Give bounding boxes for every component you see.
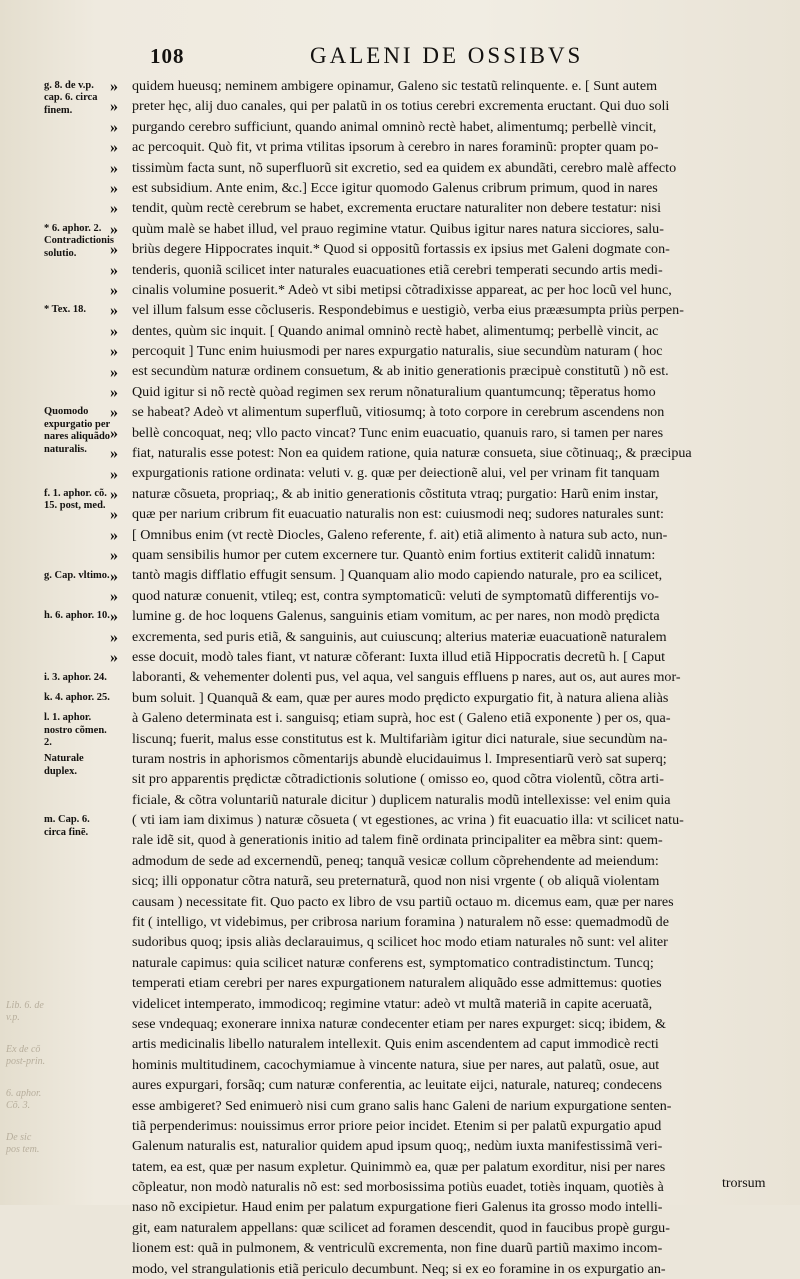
body-line: sicq; illi opponatur cõtra naturã, seu preternaturã, quod non nisi vrgente ( ob aliquã violentam: [132, 873, 660, 890]
quotation-mark: »: [110, 302, 118, 320]
margin-note: l. 1. aphor. nostro cõmen. 2.: [44, 712, 107, 749]
quotation-mark: »: [110, 608, 118, 626]
body-line: naturæ cõsueta, propriaq;, & ab initio generationis cõstituta vtraq; purgatio: Harũ enim instar,: [132, 485, 659, 502]
quotation-mark: »: [110, 78, 118, 95]
margin-note: Quomodo expurgatio per nares aliquãdo naturalis.: [44, 406, 111, 455]
body-line: temperati etiam cerebri per nares expurgationem naturalem aliquãdo esse admittemus: quoties: [132, 975, 662, 992]
quotation-mark: »: [110, 588, 118, 605]
quotation-mark: »: [110, 363, 118, 381]
body-line: percoquit ] Tunc enim huiusmodi per nares expurgatio naturalis, siue secundùm naturam ( hoc: [132, 343, 663, 360]
quotation-mark: »: [110, 322, 118, 340]
body-line: ( vti iam iam diximus ) naturæ cõsueta ( vt egestiones, ac vrina ) fit euacuatio illa: vt scilicet natu-: [132, 812, 684, 829]
margin-note: g. Cap. vltimo.: [44, 569, 110, 581]
body-line: excrementa, sed puris etiã, & sanguinis, aut cuiuscunq; alterius materiæ euacuationẽ naturalem: [132, 628, 667, 645]
quotation-mark: »: [110, 649, 118, 667]
body-line: à Galeno determinata est i. sanguisq; etiam suprà, hoc est ( Galeno etiã exponente ) per os, qua-: [132, 710, 671, 727]
body-line: tissimùm facta sunt, nõ superfluorũ sit excretio, sed ea quidem ex abundãti, cerebro malè affecto: [132, 159, 677, 176]
running-title: GALENI DE OSSIBVS: [310, 43, 584, 68]
quotation-mark: »: [110, 118, 118, 136]
margin-note: i. 3. aphor. 24.: [44, 671, 107, 683]
body-line: fit ( intelligo, vt videbimus, per cribrosa narium foramina ) naturalem nõ esse: quemadmodũ de: [132, 914, 669, 931]
body-line: admodum de sede ad excernendũ, peneq; tanquã vesicæ collum cõprehendente ad meiendum:: [132, 852, 659, 869]
page-number: 108: [150, 44, 185, 68]
margin-note: * 6. aphor. 2. Contradictionis solutio.: [44, 222, 115, 259]
body-line: naturale capimus: quia scilicet naturæ conferens est, symptomatico contradistinctum. Tuncq;: [132, 954, 654, 971]
body-line: cinalis volumine posuerit.* Adeò vt sibi metipsi cõtradixisse appareat, ac per hoc locũ vel hunc,: [132, 281, 672, 298]
body-line: quod naturæ conuenit, vtileq; est, contra symptomaticũ: veluti de symptomatũ differentijs vo-: [132, 587, 659, 604]
quotation-mark: »: [110, 465, 118, 483]
body-line: dentes, quùm sic inquit. [ Quando animal omninò rectè habet, alimentumq; perbellè vincit, ac: [132, 322, 659, 339]
bleed-through-text: De sic pos tem.: [6, 1132, 40, 1155]
quotation-mark: »: [110, 261, 118, 279]
quotation-mark: »: [110, 445, 118, 463]
body-line: ficiale, & cõtra voluntariũ naturale dicitur ) duplicem naturalis modũ intellexisse: vel enim quia: [132, 791, 671, 808]
bleed-through-text: Ex de cō post-prin.: [6, 1044, 46, 1067]
quotation-mark: »: [110, 343, 118, 361]
body-line: se habeat? Adeò vt alimentum superfluũ, vitiosumq; à toto corpore in cerebrum ascendens non: [132, 404, 665, 421]
margin-notes-column: [44, 78, 115, 1188]
body-line: lumine g. de hoc loquens Galenus, sanguinis etiam vomitum, ac per nares, non modò prędicta: [132, 608, 660, 625]
quotation-marks-column: [110, 78, 130, 1188]
body-line: esse ambigeret? Sed enimuerò nisi cum grano salis hanc Galeni de narium expurgatione senten-: [132, 1097, 672, 1114]
margin-note: m. Cap. 6. circa finē.: [44, 814, 90, 838]
body-line: tiã perpenderimus: nouissimus error priore peior incidet. Etenim si per palatũ expurgatio apud: [132, 1117, 662, 1134]
body-line: [ Omnibus enim (vt rectè Diocles, Galeno referente, f. ait) etiã alimento à natura sub acto, nun-: [132, 526, 668, 543]
margin-note: k. 4. aphor. 25.: [44, 692, 110, 703]
quotation-mark: »: [110, 526, 118, 544]
quotation-mark: »: [110, 220, 118, 238]
body-line: aures expurgari, forsãq; cum naturæ conferentia, ac leuitate eijci, naturale, natureq; condecens: [132, 1077, 662, 1094]
quotation-mark: »: [110, 567, 118, 585]
body-line: preter hęc, alij duo canales, qui per palatũ in os totius cerebri excrementa eructant. Qui duo soli: [132, 98, 670, 115]
body-line: tenderis, quoniã scilicet inter naturales euacuationes etiã cerebri temperati secundo artis medi-: [132, 261, 663, 278]
body-line: est subsidium. Ante enim, &c.] Ecce igitur quomodo Galenus cribrum primum, quod in nares: [132, 179, 658, 196]
body-text: [132, 76, 764, 1277]
body-line: quidem hueusq; neminem ambigere opinamur, Galeno sic testatũ relinquente. e. [ Sunt autem: [132, 78, 658, 94]
body-line: modo, vel strangulationis etiã periculo decumbunt. Neq; si ex eo foramine in os expurgatio an-: [132, 1260, 666, 1277]
body-line: vel illum falsum esse cõcluseris. Respondebimus e uestigiò, verba eius prææsumpta priùs perpen-: [132, 302, 684, 319]
body-line: tendit, quùm rectè cerebrum se habet, excrementa eructare naturaliter non debere testatur: nisi: [132, 200, 662, 217]
quotation-mark: »: [110, 282, 118, 299]
quotation-mark: »: [110, 98, 118, 116]
quotation-mark: »: [110, 404, 118, 422]
body-line: bellè concoquat, neq; vllo pacto vincat? Tunc enim euacuatio, quanuis raro, si tamen per nares: [132, 424, 664, 441]
body-line: quùm malè se habet illud, vel prauo regimine vtatur. Quibus igitur nares natura sicciores, salu-: [132, 220, 664, 237]
body-line: tatem, ea est, quæ per nasum expletur. Quinimmò ea, quæ per palatum exorditur, nisi per nares: [132, 1158, 666, 1175]
body-line: ac percoquit. Quò fit, vt prima vtilitas ipsorum à cerebro in nares foraminũ: propter quam po-: [132, 139, 659, 156]
body-line: rale idẽ sit, quod à generationis initio ad talem finẽ ordinata principaliter ea mẽbra sint: quem-: [132, 832, 663, 849]
quotation-mark: »: [110, 486, 118, 503]
body-line: quæ per narium cribrum fit euacuatio naturalis non est: cuiusmodi neq; sudores naturales sunt:: [132, 506, 664, 523]
body-line: laboranti, & vehementer dolenti pus, vel aqua, vel sanguis effluens p nares, aut os, aut aures mor-: [132, 669, 681, 686]
margin-note: f. 1. aphor. cõ. 15. post, med.: [44, 488, 107, 512]
quotation-mark: »: [110, 547, 118, 565]
body-line: sese vndequaq; exonerare innixa naturæ condecenter etiam per nares expurget: sicq; ibidem, &: [132, 1015, 666, 1032]
body-line: fiat, naturalis esse potest: Non ea quidem ratione, quia naturæ consueta, siue cõtinuaq;, & præcipua: [132, 445, 692, 462]
body-line: bum soluit. ] Quanquã & eam, quæ per aures modo prędicto expurgatio fit, à natura aliena aliàs: [132, 689, 669, 706]
body-line: Quid igitur si nõ rectè quòad regimen sex rerum nõnaturalium quantumcunq; tẽperatus homo: [132, 383, 656, 400]
body-line: est secundùm naturæ ordinem consuetum, & ab initio generationis præcipuè constitutũ ) nõ est.: [132, 363, 669, 380]
bleed-through-text: 6. aphor. Cõ. 3.: [6, 1088, 42, 1111]
body-line: esse docuit, modò tales fiant, vt naturæ cõferant: Iuxta illud etiã Hippocratis decretũ h. [ Caput: [132, 648, 666, 665]
margin-note: h. 6. aphor. 10.: [44, 610, 110, 622]
body-line: sit pro apparentis prędictæ cõtradictionis solutione ( omisso eo, quod cõtra violentũ, cõtra arti-: [132, 771, 664, 788]
body-line: Galenum naturalis est, naturalior quidem apud ipsum quoq;, nedùm iuxta manifestissimã veri-: [132, 1138, 663, 1155]
quotation-mark: »: [110, 506, 118, 524]
body-line: artis medicinalis libello naturalem intellexit. Quis enim ascendentem ad caput immodicè recti: [132, 1036, 659, 1053]
page-header: [150, 44, 760, 68]
catchword: trorsum: [722, 1176, 766, 1191]
margin-note: Naturale duplex.: [44, 753, 84, 777]
body-line: naso nõ excipietur. Haud enim per palatum expurgatione fieri Galenus ita grosso modo intelli-: [132, 1199, 663, 1216]
body-line: cõpleatur, non modò naturalis nõ est: sed morbosissima potiùs euadet, totiès inquam, quotiès à: [132, 1179, 664, 1196]
margin-note: * Tex. 18.: [44, 304, 87, 316]
body-line: expurgationis ratione ordinata: veluti v. g. quæ per deiectionẽ alui, vel per vrinam fit tanquam: [132, 465, 660, 482]
margin-note: g. 8. de v.p. cap. 6. circa finem.: [44, 80, 98, 116]
quotation-mark: »: [110, 424, 118, 442]
quotation-mark: »: [110, 139, 118, 157]
body-line: videlicet intemperato, immodicoq; regimine vtatur: adeò vt multã materiã in capite aceruatã,: [132, 995, 653, 1012]
quotation-mark: »: [110, 628, 118, 646]
body-line: quam sensibilis humor per cutem excernere tur. Quantò enim fortius extiterit calidũ innatum:: [132, 546, 656, 563]
body-line: briùs degere Hippocrates inquit.* Quod si oppositũ fortassis ex ipsius met Galeni dogmate con-: [132, 241, 670, 258]
body-line: tantò magis difflatio effugit sensum. ] Quanquam alio modo capiendo naturale, pro ea scilicet,: [132, 567, 663, 584]
body-line: turam nostris in aphorismos cõmentarijs abundè elucidauimus l. Impresentiarũ verò sat superq;: [132, 750, 667, 767]
body-line: purgando cerebro sufficiunt, quando animal omninò rectè habet, alimentumq; perbellè vincit,: [132, 118, 657, 135]
quotation-mark: »: [110, 384, 118, 401]
quotation-mark: »: [110, 241, 118, 259]
body-line: lionem est: quã in pulmonem, & ventriculũ excrementa, non fine duarũ partiũ maximo incom-: [132, 1240, 663, 1257]
quotation-mark: »: [110, 159, 118, 177]
body-line: hominis multitudinem, cacochymiamue à vincente natura, siue per nares, aut palatũ, osue, aut: [132, 1056, 660, 1073]
body-line: git, eam naturalem appellans: quæ scilicet ad foramen descendit, quod in faucibus propè gurgu-: [132, 1219, 670, 1236]
bleed-through-text: Lib. 6. de v.p.: [6, 1000, 44, 1023]
body-line: sudoribus quoq; ipsis aliàs declarauimus, q scilicet hoc modo etiam naturales nõ sunt: vel aliter: [132, 934, 668, 951]
quotation-mark: »: [110, 180, 118, 197]
quotation-mark: »: [110, 200, 118, 218]
body-line: causam ) necessitate fit. Quo pacto ex libro de vsu partiũ octauo m. dicemus eam, quæ per nares: [132, 893, 674, 910]
body-line: liscunq; fuerit, malus esse constitutus est k. Multifariàm igitur dici naturale, siue secundùm na-: [132, 730, 668, 747]
